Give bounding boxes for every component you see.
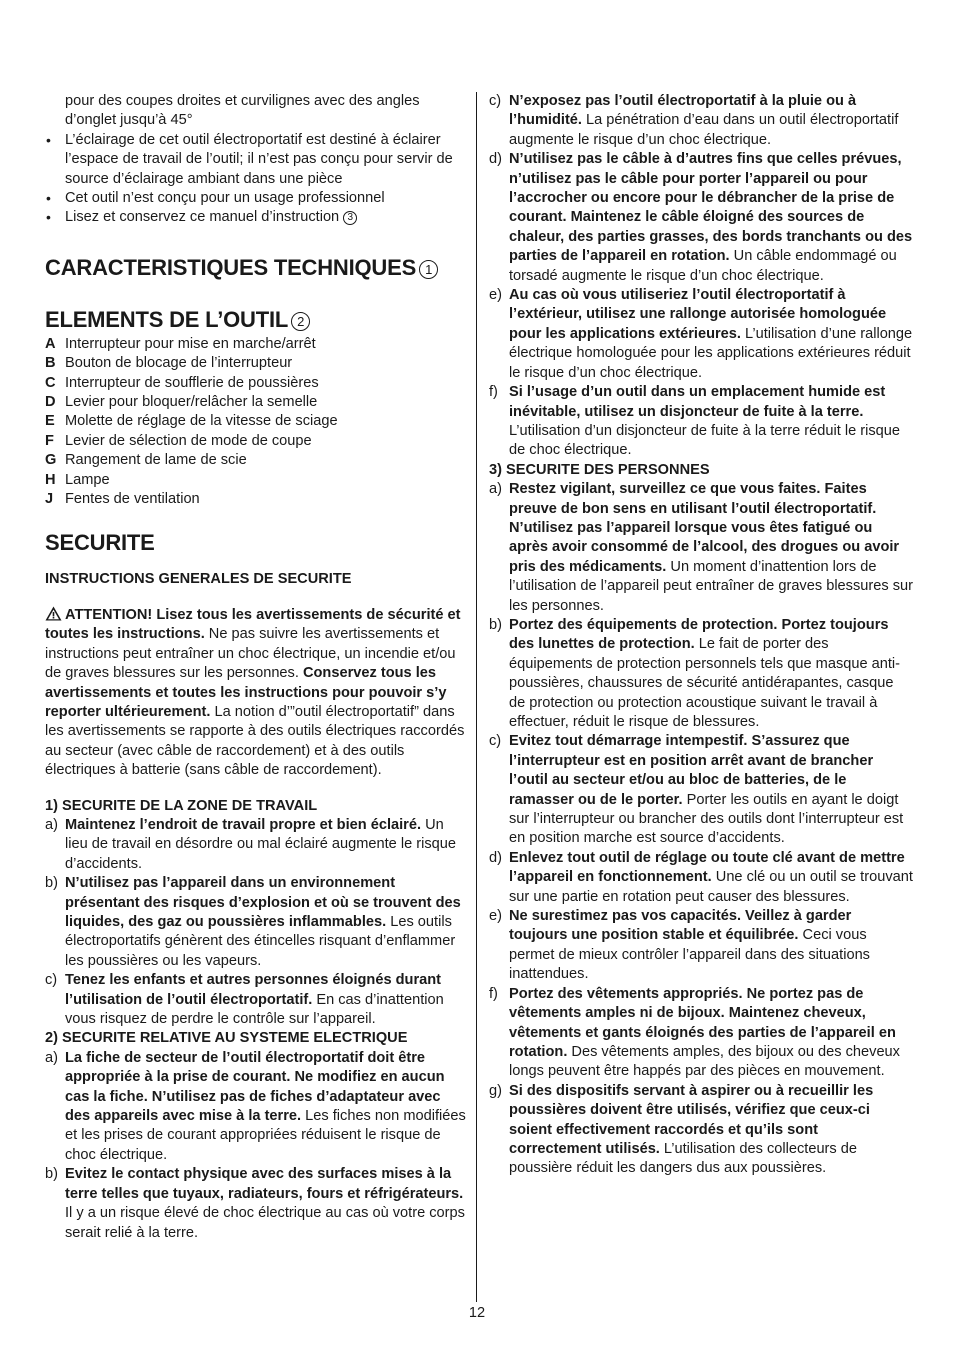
bullet-text: L’éclairage de cet outil électroportatif est destiné à éclairer l’espace de travail de l’outil; il n’est pas conçu pour servir de source d’éclairage ambiant dans une pièce (65, 131, 453, 187)
safety-item-body (509, 92, 913, 150)
element-item (45, 471, 467, 490)
left-column (45, 92, 467, 1243)
safety-item-body (509, 150, 913, 286)
safety-item-text: Un câble endommagé ou torsadé augmente le risque d’un choc électrique. (509, 248, 897, 284)
safety-item-bold: Restez vigilant, surveillez ce que vous faites. Faites preuve de bon sens en utilisant l’outil électroportatif. N’utilisez pas l’appareil lorsque vous êtes fatigué ou après avoir consommé de l’alcool, des drogues ou avoir pris des médicaments. (509, 481, 900, 575)
safety-item (45, 1049, 467, 1165)
element-letter: F (45, 432, 54, 449)
heading-elements-text: ELEMENTS DE L’OUTIL (45, 306, 289, 332)
safety-item (489, 985, 913, 1082)
element-text: Levier de sélection de mode de coupe (65, 432, 312, 449)
element-text: Interrupteur pour mise en marche/arrêt (65, 335, 316, 352)
safety-item-text: Le fait de porter des équipements de protection personnels tels que masque anti-poussières, chaussures de sécurité antidérapantes, casque de protection ou protection acoustique suivant le travail à effectuer, réduit le risque de blessures. (509, 636, 901, 730)
safety-item-marker: c) (489, 93, 502, 109)
heading-specs-text: CARACTERISTIQUES TECHNIQUES (45, 254, 417, 280)
safety-item-bold: Enlevez tout outil de réglage ou toute clé avant de mettre l’appareil en fonctionnement. (509, 849, 905, 886)
bullet-mark: • (46, 190, 51, 207)
safety-item-bold: Tenez les enfants et autres personnes éloignés durant l’utilisation de l’outil électroportatif. (65, 972, 442, 1008)
bullet-item (45, 208, 467, 227)
safety-item (45, 874, 467, 971)
safety-item (489, 150, 913, 286)
safety-item-marker: b) (45, 875, 58, 892)
safety-item-body (509, 732, 913, 848)
right-column (489, 92, 913, 1179)
safety-item-body (65, 971, 467, 1029)
safety-item-marker: c) (489, 733, 502, 750)
safety-item-text: Les outils électroportatifs génèrent des étincelles risquant d’enflammer les poussières ou les vapeurs. (65, 914, 456, 969)
bullet-text: Lisez et conservez ce manuel d’instruction (65, 209, 340, 226)
element-item (45, 393, 467, 412)
safety-item (489, 616, 913, 732)
safety-item-marker: b) (45, 1166, 58, 1183)
safety-item-bold: Si l’usage d’un outil dans un emplacement humide est inévitable, utilisez un disjoncteur de fuite à la terre. (509, 384, 886, 420)
element-letter: E (45, 413, 55, 430)
safety-item-text: Il y a un risque élevé de choc électrique au cas où votre corps serait relié à la terre. (65, 1205, 465, 1241)
attention-bold-1: ATTENTION! Lisez tous les avertissements de sécurité et toutes les instructions. (45, 606, 461, 643)
element-letter: C (45, 374, 56, 391)
safety-item (45, 1165, 467, 1243)
safety-item-marker: f) (489, 384, 498, 401)
safety-item-marker: f) (489, 985, 498, 1002)
section-3-title: 3) SECURITE DES PERSONNES (489, 461, 710, 478)
element-item (45, 374, 467, 393)
safety-item-marker: g) (489, 1082, 502, 1099)
safety-item-bold: Portez des équipements de protection. Portez toujours des lunettes de protection. (509, 616, 889, 653)
intro-continuation: pour des coupes droites et curvilignes avec des angles d’onglet jusqu’à 45° (65, 93, 420, 129)
element-text: Lampe (65, 471, 110, 488)
element-letter: G (45, 452, 57, 469)
element-text: Fentes de ventilation (65, 491, 200, 508)
section-2-title: 2) SECURITE RELATIVE AU SYSTEME ELECTRIQUE (45, 1030, 408, 1047)
element-item (45, 335, 467, 354)
safety-item-body (509, 383, 913, 461)
heading-elements (45, 307, 467, 333)
element-letter: J (45, 491, 54, 508)
safety-item-marker: d) (489, 151, 502, 168)
safety-item-marker: a) (45, 1049, 58, 1066)
element-letter: D (45, 394, 56, 411)
safety-item-bold: La fiche de secteur de l’outil électroportatif doit être appropriée à la prise de courant. Ne modifiez en aucun cas la fiche. N’utilisez pas de fiches d’adaptateur avec des appareils avec mise à la terre. (65, 1049, 445, 1125)
safety-item-bold: Maintenez l’endroit de travail propre et bien éclairé. (65, 816, 422, 833)
safety-item-body (65, 874, 467, 971)
section-1-list (45, 816, 467, 1029)
bullet-mark: • (46, 209, 51, 226)
element-item (45, 490, 467, 509)
safety-item-bold: Au cas où vous utiliseriez l’outil électroportatif à l’extérieur, utilisez une rallonge autorisée homologuée pour les applications extérieures. (509, 287, 887, 342)
safety-item (45, 971, 467, 1029)
safety-item-text: Un lieu de travail en désordre ou mal éclairé augmente le risque d’accidents. (65, 816, 457, 872)
heading-specs (45, 255, 467, 281)
safety-item-bold: N’utilisez pas l’appareil dans un environnement présentant des risques d’explosion et où se trouvent des liquides, des gaz ou poussières inflammables. (65, 875, 461, 930)
safety-item-text: Une clé ou un outil se trouvant sur une partie en rotation peut causer des blessures. (509, 869, 913, 905)
safety-item-text: L’utilisation d’une rallonge électrique homologuée pour les applications extérieures réduit le risque d’un choc électrique. (509, 325, 913, 381)
safety-item-text: Les fiches non modifiées et les prises de courant appropriées réduisent le risque de choc électrique. (65, 1108, 466, 1163)
safety-item-text: Un moment d’inattention lors de l’utilisation de l’appareil peut entraîner de graves blessures sur les personnes. (509, 558, 913, 614)
page-number: 12 (468, 1305, 486, 1321)
element-item (45, 432, 467, 451)
safety-item-body (509, 616, 913, 732)
safety-item (45, 816, 467, 874)
safety-item-text: Porter les outils en ayant le doigt sur l’interrupteur ou brancher des outils dont l’interrupteur est en position marche est source d’accidents. (509, 791, 904, 847)
safety-item-text: La pénétration d’eau dans un outil électroportatif augmente le risque d’un choc électrique. (509, 112, 899, 148)
element-letter: B (45, 355, 56, 372)
safety-item-marker: e) (489, 908, 502, 925)
safety-item-body (509, 907, 913, 985)
element-letter: A (45, 335, 56, 352)
element-letter: H (45, 471, 56, 488)
elements-list (45, 335, 467, 510)
safety-item-marker: a) (489, 481, 502, 498)
safety-item (489, 849, 913, 907)
safety-item-bold: N’utilisez pas le câble à d’autres fins que celles prévues, n’utilisez pas le câble pour porter l’appareil ou pour l’accrocher ou encore pour le débrancher de la prise de courant. Maintenez le câble éloigné des sources de chaleur, des parties grasses, des bords tranchants ou des parties de l’appareil en rotation. (509, 151, 913, 265)
safety-item (489, 92, 913, 150)
safety-item (489, 480, 913, 616)
element-text: Interrupteur de soufflerie de poussières (65, 374, 319, 391)
safety-item-text: L’utilisation d’un disjoncteur de fuite à la terre réduit le risque de choc électrique. (509, 422, 901, 459)
element-text: Rangement de lame de scie (65, 452, 247, 469)
section-3-list (489, 480, 913, 1179)
safety-item-body (65, 1165, 467, 1243)
section-2-list (45, 1049, 467, 1243)
heading-instructions: INSTRUCTIONS GENERALES DE SECURITE (45, 570, 352, 587)
safety-item-body (509, 849, 913, 907)
safety-item-marker: e) (489, 287, 502, 304)
element-item (45, 412, 467, 431)
bullet-mark: • (46, 131, 51, 148)
section-1-title: 1) SECURITE DE LA ZONE DE TRAVAIL (45, 797, 318, 814)
figure-ref-circle: 2 (291, 312, 310, 331)
element-text: Molette de réglage de la vitesse de sciage (65, 413, 338, 430)
safety-item-text: Des vêtements amples, des bijoux ou des cheveux longs peuvent être happés par des pièces en mouvement. (509, 1043, 900, 1080)
safety-item-body (509, 985, 913, 1082)
safety-item-bold: Si des dispositifs servant à aspirer ou à recueillir les poussières doivent être utilisés, vérifiez que ceux-ci soient effectivement raccordés et qu’ils sont correctement utilisés. (509, 1082, 874, 1157)
element-text: Levier pour bloquer/relâcher la semelle (65, 394, 318, 411)
column-divider (476, 92, 477, 1302)
figure-ref-circle: 3 (343, 211, 357, 225)
attention-bold-2: Conservez tous les avertissements et toutes les instructions pour pouvoir s’y reporter ultérieurement. (45, 665, 447, 720)
safety-item-marker: a) (45, 816, 58, 833)
warning-triangle-icon (45, 606, 62, 621)
element-text: Bouton de blocage de l’interrupteur (65, 355, 293, 372)
safety-item-bold: Evitez tout démarrage intempestif. S’assurez que l’interrupteur est en position arrêt avant de brancher l’outil au secteur et/ou au bloc de batteries, de le ramasser ou de le porter. (509, 733, 874, 808)
attention-text-1: Ne pas suivre les avertissements et instructions peut entraîner un choc électrique, un incendie et/ou de graves blessures sur les personnes. (45, 626, 456, 682)
element-item (45, 354, 467, 373)
safety-item (489, 383, 913, 461)
safety-item-body (509, 286, 913, 383)
safety-item-text: Ceci vous permet de mieux contrôler l’appareil dans des situations inattendues. (509, 927, 870, 983)
safety-item-text: L’utilisation des collecteurs de poussière réduit les dangers dus aux poussières. (509, 1140, 858, 1177)
safety-item-body (509, 1082, 913, 1179)
safety-item-marker: c) (45, 972, 58, 989)
bullet-item (45, 131, 467, 189)
safety-item-text: En cas d’inattention vous risquez de perdre le contrôle sur l’appareil. (65, 991, 444, 1028)
safety-item-body (65, 816, 467, 874)
safety-item-marker: b) (489, 616, 502, 633)
element-item (45, 451, 467, 470)
section-2-list-continued (489, 92, 913, 461)
attention-paragraph (45, 606, 467, 781)
safety-item-bold: Evitez le contact physique avec des surfaces mises à la terre telles que tuyaux, radiateurs, fours et réfrigérateurs. (65, 1166, 464, 1202)
safety-item (489, 732, 913, 848)
attention-text-2: La notion d’”outil électroportatif” dans les avertissements se rapporte à des outils électriques raccordés au secteur (avec câble de raccordement) et à des outils électriques à batterie (sans câble de raccordement). (45, 703, 465, 779)
bullet-text: Cet outil n’est conçu pour un usage professionnel (65, 190, 385, 207)
safety-item (489, 907, 913, 985)
figure-ref-circle: 1 (419, 260, 438, 279)
bullet-item (45, 189, 467, 208)
heading-securite: SECURITE (45, 529, 155, 555)
safety-item (489, 286, 913, 383)
safety-item-body (509, 480, 913, 616)
safety-item-body (65, 1049, 467, 1165)
safety-item-bold: Portez des vêtements appropriés. Ne portez pas de vêtements amples ni de bijoux. Maintenez cheveux, vêtements et gants éloignés des parties de l’appareil en rotation. (509, 985, 896, 1060)
safety-item-bold: N’exposez pas l’outil électroportatif à la pluie ou à l’humidité. (509, 93, 857, 129)
safety-item-marker: d) (489, 849, 502, 866)
safety-item-bold: Ne surestimez pas vos capacités. Veillez à garder toujours une position stable et équilibrée. (509, 908, 852, 944)
safety-item (489, 1082, 913, 1179)
